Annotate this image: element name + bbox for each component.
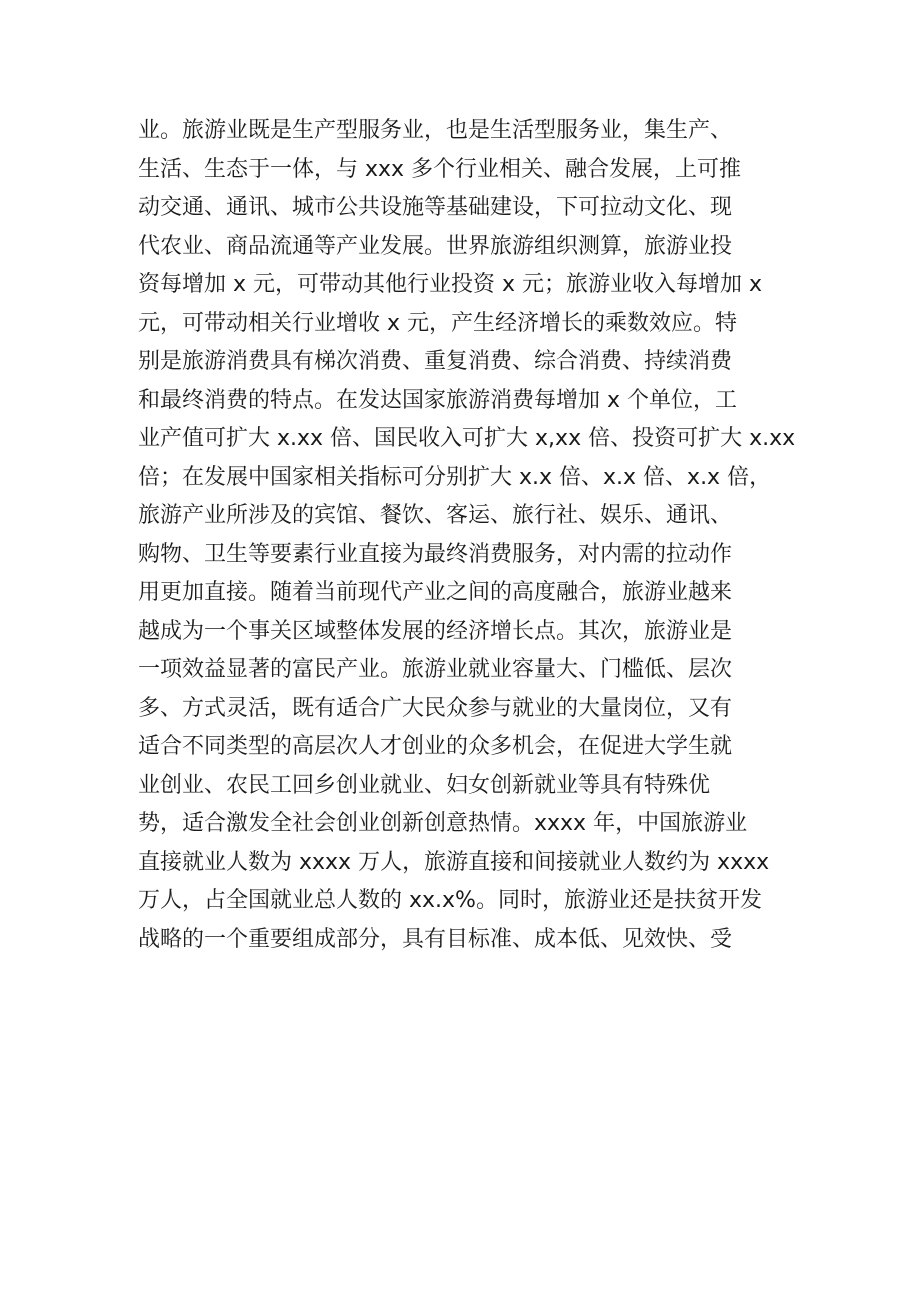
- text-line: 战略的一个重要组成部分，具有目标准、成本低、见效快、受: [138, 926, 733, 952]
- text-line: 倍；在发展中国家相关指标可分别扩大 x.x 倍、x.x 倍、x.x 倍，: [138, 464, 772, 490]
- text-line: 资每增加 x 元，可带动其他行业投资 x 元；旅游业收入每增加 x: [138, 272, 763, 297]
- text-line: 适合不同类型的高层次人才创业的众多机会，在促进大学生就: [138, 734, 733, 759]
- text-line: 代农业、商品流通等产业发展。世界旅游组织测算，旅游业投: [138, 233, 733, 259]
- text-line: 生活、生态于一体，与 xxx 多个行业相关、融合发展，上可推: [138, 156, 742, 182]
- text-line: 业产值可扩大 x.xx 倍、国民收入可扩大 x,xx 倍、投资可扩大 x.xx: [138, 426, 796, 451]
- text-line: 一项效益显著的富民产业。旅游业就业容量大、门槛低、层次: [138, 657, 733, 682]
- text-line: 势，适合激发全社会创业创新创意热情。xxxx 年，中国旅游业: [138, 811, 748, 836]
- text-line: 越成为一个事关区域整体发展的经济增长点。其次，旅游业是: [138, 618, 733, 644]
- text-line: 业。旅游业既是生产型服务业，也是生活型服务业，集生产、: [138, 118, 733, 143]
- text-line: 元，可带动相关行业增收 x 元，产生经济增长的乘数效应。特: [138, 310, 738, 336]
- text-line: 业创业、农民工回乡创业就业、妇女创新就业等具有特殊优: [138, 772, 711, 798]
- text-line: 用更加直接。随着当前现代产业之间的高度融合，旅游业越来: [138, 580, 733, 605]
- text-line: 万人，占全国就业总人数的 xx.x%。同时，旅游业还是扶贫开发: [138, 888, 762, 913]
- text-line: 旅游产业所涉及的宾馆、餐饮、客运、旅行社、娱乐、通讯、: [138, 503, 733, 528]
- text-line: 别是旅游消费具有梯次消费、重复消费、综合消费、持续消费: [138, 349, 733, 374]
- text-line: 动交通、通讯、城市公共设施等基础建设，下可拉动文化、现: [138, 195, 733, 220]
- text-line: 和最终消费的特点。在发达国家旅游消费每增加 x 个单位，工: [138, 387, 738, 413]
- text-line: 直接就业人数为 xxxx 万人，旅游直接和间接就业人数约为 xxxx: [138, 849, 770, 875]
- text-line: 多、方式灵活，既有适合广大民众参与就业的大量岗位，又有: [138, 695, 733, 721]
- text-line: 购物、卫生等要素行业直接为最终消费服务，对内需的拉动作: [138, 541, 733, 567]
- body-paragraph: [138, 112, 796, 959]
